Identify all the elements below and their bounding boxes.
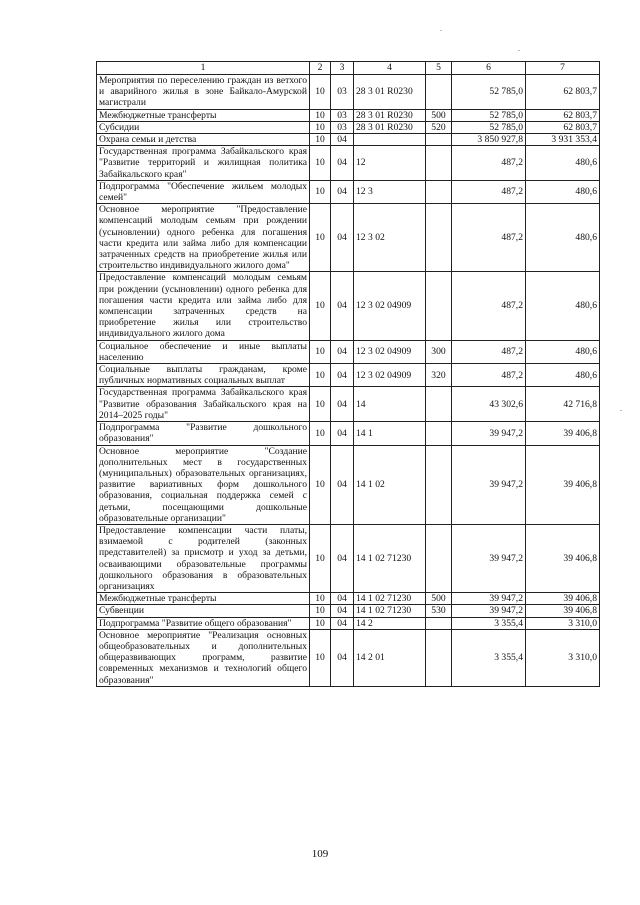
row-amount-col-6: 39 947,2 <box>452 593 526 605</box>
row-subsection: 04 <box>331 134 354 146</box>
row-target-article: 28 3 01 R0230 <box>354 75 426 110</box>
header-col-1: 1 <box>97 62 310 75</box>
table-row <box>97 134 600 146</box>
row-target-article: 14 1 02 <box>354 445 426 524</box>
row-target-article: 12 3 02 04909 <box>354 272 426 340</box>
scan-speck <box>440 30 442 31</box>
row-section: 10 <box>310 605 331 617</box>
row-subsection: 04 <box>331 146 354 181</box>
row-section: 10 <box>310 617 331 629</box>
table-row <box>97 629 600 686</box>
row-subsection: 04 <box>331 364 354 387</box>
row-expense-type: 300 <box>426 340 452 363</box>
table-row <box>97 340 600 363</box>
row-name: Подпрограмма "Развитие общего образования" <box>97 617 310 629</box>
row-name: Социальные выплаты гражданам, кроме публичных нормативных социальных выплат <box>97 364 310 387</box>
row-subsection: 04 <box>331 272 354 340</box>
row-amount-col-7: 480,6 <box>526 146 600 181</box>
row-name: Подпрограмма "Развитие дошкольного образования" <box>97 422 310 445</box>
header-col-4: 4 <box>354 62 426 75</box>
row-target-article: 14 2 <box>354 617 426 629</box>
row-amount-col-7: 42 716,8 <box>526 387 600 422</box>
row-name: Основное мероприятие "Предоставление компенсаций молодым семьям при рождении (усыновлении) одного ребенка для погашения части кредита или займа либо для компенсации затраченных средств на приобретение жилья или строительство индивидуального жилого дома" <box>97 204 310 272</box>
header-col-7: 7 <box>526 62 600 75</box>
row-name: Подпрограмма "Обеспечение жильем молодых семей" <box>97 180 310 203</box>
row-section: 10 <box>310 146 331 181</box>
row-expense-type: 500 <box>426 593 452 605</box>
row-subsection: 04 <box>331 387 354 422</box>
table-row <box>97 422 600 445</box>
row-amount-col-6: 52 785,0 <box>452 75 526 110</box>
row-name: Мероприятия по переселению граждан из ветхого и аварийного жилья в зоне Байкало-Амурской магистрали <box>97 75 310 110</box>
row-amount-col-7: 39 406,8 <box>526 445 600 524</box>
row-expense-type: 320 <box>426 364 452 387</box>
row-section: 10 <box>310 524 331 592</box>
header-col-6: 6 <box>452 62 526 75</box>
row-amount-col-6: 52 785,0 <box>452 109 526 121</box>
row-section: 10 <box>310 364 331 387</box>
row-expense-type <box>426 75 452 110</box>
row-amount-col-7: 3 931 353,4 <box>526 134 600 146</box>
table-row <box>97 524 600 592</box>
row-amount-col-7: 39 406,8 <box>526 524 600 592</box>
row-subsection: 04 <box>331 204 354 272</box>
row-section: 10 <box>310 134 331 146</box>
row-expense-type <box>426 629 452 686</box>
row-amount-col-6: 487,2 <box>452 180 526 203</box>
row-section: 10 <box>310 180 331 203</box>
row-expense-type <box>426 272 452 340</box>
row-section: 10 <box>310 629 331 686</box>
table-row <box>97 121 600 133</box>
row-amount-col-6: 3 355,4 <box>452 629 526 686</box>
header-row <box>97 62 600 75</box>
row-target-article: 12 3 02 <box>354 204 426 272</box>
row-target-article: 14 1 <box>354 422 426 445</box>
row-amount-col-6: 487,2 <box>452 146 526 181</box>
row-expense-type <box>426 180 452 203</box>
row-amount-col-6: 43 302,6 <box>452 387 526 422</box>
row-target-article: 12 3 02 04909 <box>354 340 426 363</box>
row-amount-col-7: 480,6 <box>526 272 600 340</box>
table-row <box>97 387 600 422</box>
row-name: Межбюджетные трансферты <box>97 109 310 121</box>
row-target-article: 12 3 02 04909 <box>354 364 426 387</box>
row-amount-col-7: 480,6 <box>526 364 600 387</box>
table-row <box>97 617 600 629</box>
row-amount-col-7: 480,6 <box>526 340 600 363</box>
row-amount-col-7: 62 803,7 <box>526 109 600 121</box>
row-expense-type: 500 <box>426 109 452 121</box>
header-col-2: 2 <box>310 62 331 75</box>
row-name: Основное мероприятие "Создание дополнительных мест в государственных (муниципальных) образовательных организациях, развитие вариативных форм дошкольного образования, социальная поддержка семей с детьми, посещающими дошкольные образовательные организации" <box>97 445 310 524</box>
row-amount-col-6: 39 947,2 <box>452 445 526 524</box>
row-expense-type <box>426 617 452 629</box>
row-subsection: 03 <box>331 75 354 110</box>
row-amount-col-7: 3 310,0 <box>526 617 600 629</box>
page-number: 109 <box>311 848 329 860</box>
row-subsection: 04 <box>331 340 354 363</box>
row-section: 10 <box>310 272 331 340</box>
row-section: 10 <box>310 340 331 363</box>
row-name: Социальное обеспечение и иные выплаты населению <box>97 340 310 363</box>
row-expense-type <box>426 524 452 592</box>
row-target-article: 14 2 01 <box>354 629 426 686</box>
scan-speck <box>518 50 520 51</box>
row-amount-col-6: 52 785,0 <box>452 121 526 133</box>
row-subsection: 04 <box>331 629 354 686</box>
row-amount-col-7: 3 310,0 <box>526 629 600 686</box>
row-subsection: 04 <box>331 422 354 445</box>
row-section: 10 <box>310 387 331 422</box>
row-section: 10 <box>310 445 331 524</box>
table-row <box>97 109 600 121</box>
row-target-article: 14 1 02 71230 <box>354 605 426 617</box>
row-expense-type <box>426 422 452 445</box>
row-subsection: 04 <box>331 445 354 524</box>
row-amount-col-6: 487,2 <box>452 364 526 387</box>
table-row <box>97 605 600 617</box>
row-subsection: 04 <box>331 593 354 605</box>
row-amount-col-7: 62 803,7 <box>526 121 600 133</box>
row-amount-col-7: 39 406,8 <box>526 605 600 617</box>
row-subsection: 04 <box>331 524 354 592</box>
row-section: 10 <box>310 593 331 605</box>
row-amount-col-7: 62 803,7 <box>526 75 600 110</box>
row-amount-col-6: 39 947,2 <box>452 422 526 445</box>
table-row <box>97 75 600 110</box>
row-amount-col-6: 487,2 <box>452 340 526 363</box>
row-target-article: 12 3 <box>354 180 426 203</box>
table-row <box>97 445 600 524</box>
row-subsection: 03 <box>331 109 354 121</box>
row-amount-col-6: 3 850 927,8 <box>452 134 526 146</box>
row-amount-col-7: 480,6 <box>526 180 600 203</box>
row-amount-col-6: 3 355,4 <box>452 617 526 629</box>
budget-table <box>96 61 600 687</box>
row-section: 10 <box>310 75 331 110</box>
row-subsection: 03 <box>331 121 354 133</box>
row-name: Субвенции <box>97 605 310 617</box>
row-section: 10 <box>310 422 331 445</box>
row-target-article <box>354 134 426 146</box>
row-amount-col-7: 480,6 <box>526 204 600 272</box>
row-subsection: 04 <box>331 605 354 617</box>
row-amount-col-6: 487,2 <box>452 204 526 272</box>
row-expense-type <box>426 445 452 524</box>
row-name: Субсидии <box>97 121 310 133</box>
row-name: Межбюджетные трансферты <box>97 593 310 605</box>
scan-speck <box>620 410 622 411</box>
header-col-5: 5 <box>426 62 452 75</box>
row-amount-col-6: 487,2 <box>452 272 526 340</box>
row-amount-col-7: 39 406,8 <box>526 593 600 605</box>
row-expense-type <box>426 387 452 422</box>
table-row <box>97 593 600 605</box>
header-col-3: 3 <box>331 62 354 75</box>
table-row <box>97 180 600 203</box>
table-row <box>97 272 600 340</box>
row-section: 10 <box>310 109 331 121</box>
row-target-article: 14 1 02 71230 <box>354 524 426 592</box>
row-target-article: 28 3 01 R0230 <box>354 121 426 133</box>
row-name: Предоставление компенсаций молодым семьям при рождении (усыновлении) одного ребенка для погашения части кредита или займа либо для компенсации затраченных средств на приобретение жилья или строительство индивидуального жилого дома <box>97 272 310 340</box>
table-row <box>97 364 600 387</box>
row-expense-type: 520 <box>426 121 452 133</box>
row-amount-col-6: 39 947,2 <box>452 605 526 617</box>
row-amount-col-7: 39 406,8 <box>526 422 600 445</box>
row-name: Охрана семьи и детства <box>97 134 310 146</box>
row-expense-type: 530 <box>426 605 452 617</box>
row-section: 10 <box>310 204 331 272</box>
row-expense-type <box>426 134 452 146</box>
row-target-article: 12 <box>354 146 426 181</box>
row-target-article: 28 3 01 R0230 <box>354 109 426 121</box>
row-name: Предоставление компенсации части платы, взимаемой с родителей (законных представителей) за присмотр и уход за детьми, осваивающими образовательные программы дошкольного образования в образовательных организациях <box>97 524 310 592</box>
row-target-article: 14 <box>354 387 426 422</box>
row-name: Государственная программа Забайкальского края "Развитие территорий и жилищная политика Забайкальского края" <box>97 146 310 181</box>
row-expense-type <box>426 204 452 272</box>
table-row <box>97 204 600 272</box>
row-expense-type <box>426 146 452 181</box>
row-section: 10 <box>310 121 331 133</box>
row-name: Государственная программа Забайкальского края "Развитие образования Забайкальского края на 2014–2025 годы" <box>97 387 310 422</box>
table-row <box>97 146 600 181</box>
row-subsection: 04 <box>331 180 354 203</box>
row-amount-col-6: 39 947,2 <box>452 524 526 592</box>
row-target-article: 14 1 02 71230 <box>354 593 426 605</box>
row-name: Основное мероприятие "Реализация основных общеобразовательных и дополнительных общеразвивающих программ, развитие современных механизмов и технологий общего образования" <box>97 629 310 686</box>
row-subsection: 04 <box>331 617 354 629</box>
